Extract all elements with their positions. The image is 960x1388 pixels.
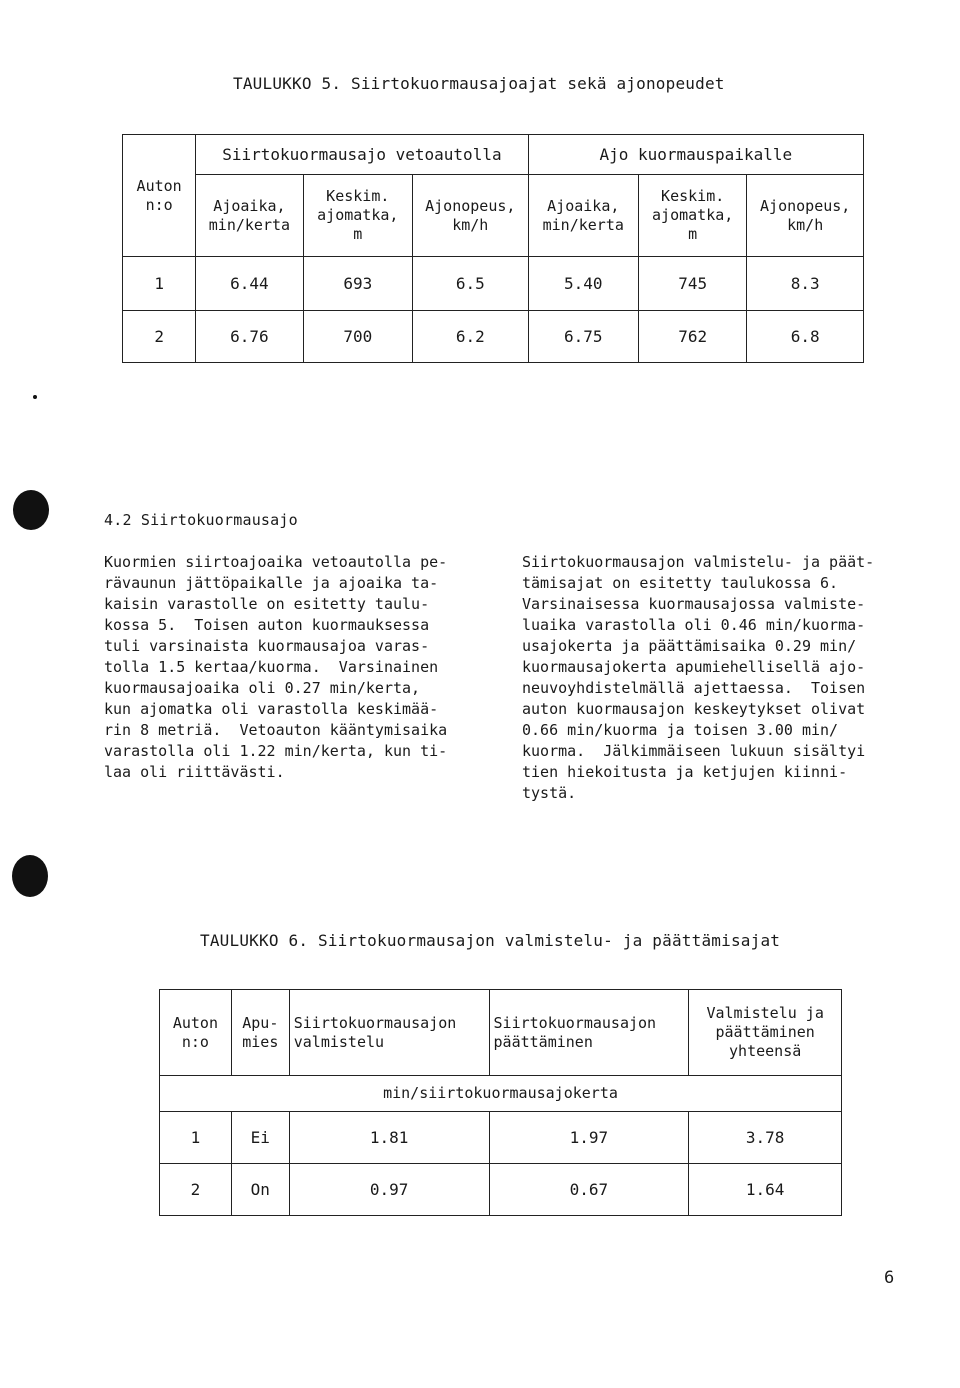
table6-cell: On: [231, 1164, 289, 1216]
table5-title: TAULUKKO 5. Siirtokuormausajoajat sekä ajonopeudet: [233, 74, 725, 93]
table5-cell: 2: [123, 311, 196, 363]
table6-title: TAULUKKO 6. Siirtokuormausajon valmistelu- ja päättämisajat: [200, 931, 781, 950]
table5-header-ajonopeus: Ajonopeus, km/h: [412, 175, 528, 257]
table5-cell: 8.3: [747, 257, 864, 311]
table6-unit-row: min/siirtokuormausajokerta: [160, 1076, 842, 1112]
table-row: [123, 257, 864, 311]
table5-cell: 693: [303, 257, 412, 311]
table-row: [160, 1112, 842, 1164]
table6-cell: 2: [160, 1164, 232, 1216]
table6-cell: Ei: [231, 1112, 289, 1164]
table5-cell: 6.75: [528, 311, 638, 363]
table6-header-apumies: Apu- mies: [231, 990, 289, 1076]
table6-cell: 3.78: [689, 1112, 842, 1164]
table5-group-kuormauspaikka: Ajo kuormauspaikalle: [528, 135, 863, 175]
table6-header-yhteensa: Valmistelu ja päättäminen yhteensä: [689, 990, 842, 1076]
table5-cell: 6.2: [412, 311, 528, 363]
table6-cell: 1.64: [689, 1164, 842, 1216]
table6-header-paattaminen: Siirtokuormausajon päättäminen: [489, 990, 689, 1076]
page-number: 6: [884, 1268, 895, 1288]
table5: [122, 134, 864, 363]
table6-cell: 0.97: [289, 1164, 489, 1216]
punch-hole: [13, 490, 49, 530]
table5-cell: 700: [303, 311, 412, 363]
table6: [159, 989, 842, 1216]
table5-header-keskim: Keskim. ajomatka, m: [303, 175, 412, 257]
table6-cell: 1.81: [289, 1112, 489, 1164]
punch-hole: [12, 855, 48, 897]
table5-cell: 6.8: [747, 311, 864, 363]
table5-cell: 6.76: [196, 311, 303, 363]
table5-cell: 6.44: [196, 257, 303, 311]
table5-cell: 745: [638, 257, 746, 311]
table5-header-ajoaika-2: Ajoaika, min/kerta: [528, 175, 638, 257]
table5-cell: 5.40: [528, 257, 638, 311]
table5-group-vetoauto: Siirtokuormausajo vetoautolla: [196, 135, 528, 175]
table5-header-ajoaika: Ajoaika, min/kerta: [196, 175, 303, 257]
table5-cell: 762: [638, 311, 746, 363]
table-row: [160, 1164, 842, 1216]
table6-cell: 1: [160, 1112, 232, 1164]
table6-cell: 1.97: [489, 1112, 689, 1164]
table5-header-keskim-2: Keskim. ajomatka, m: [638, 175, 746, 257]
table6-cell: 0.67: [489, 1164, 689, 1216]
table6-header-auton: Auton n:o: [160, 990, 232, 1076]
left-paragraph: Kuormien siirtoajoaika vetoautolla pe- rävaunun jättöpaikalle ja ajoaika ta- kaisin varastolle on esitetty taulu- kossa 5. Toisen auton kuormauksessa tuli varsinaista kuormausajoa varas- tolla 1.5 kertaa/kuorma. Varsinainen kuormausajoaika oli 0.27 min/kerta, kun ajomatka oli varastolla keskimää- rin 8 metriä. Vetoauton kääntymisaika varastolla oli 1.22 min/kerta, kun ti- laa oli riittävästi.: [104, 553, 448, 781]
table-row: [123, 311, 864, 363]
table5-header-ajonopeus-2: Ajonopeus, km/h: [747, 175, 864, 257]
table5-cell: 1: [123, 257, 196, 311]
table6-header-valmistelu: Siirtokuormausajon valmistelu: [289, 990, 489, 1076]
section-heading: 4.2 Siirtokuormausajo: [104, 511, 298, 529]
right-paragraph: Siirtokuormausajon valmistelu- ja päät- tämisajat on esitetty taulukossa 6. Varsinaisessa kuormausajossa valmiste- luaika varastolla oli 0.46 min/kuorma- usajokerta ja päättämisaika 0.29 min/ kuormausajokerta apumiehellisellä ajo- neuvoyhdistelmällä ajettaessa. Toisen auton kuormausajon keskeytykset olivat 0.66 min/kuorma ja toisen 3.00 min/ kuorma. Jälkimmäiseen lukuun sisältyi tien hiekoitusta ja ketjujen kiinni- tystä.: [522, 553, 875, 802]
table5-cell: 6.5: [412, 257, 528, 311]
table5-header-auton: Auton n:o: [123, 135, 196, 257]
scan-speck: [33, 395, 37, 399]
